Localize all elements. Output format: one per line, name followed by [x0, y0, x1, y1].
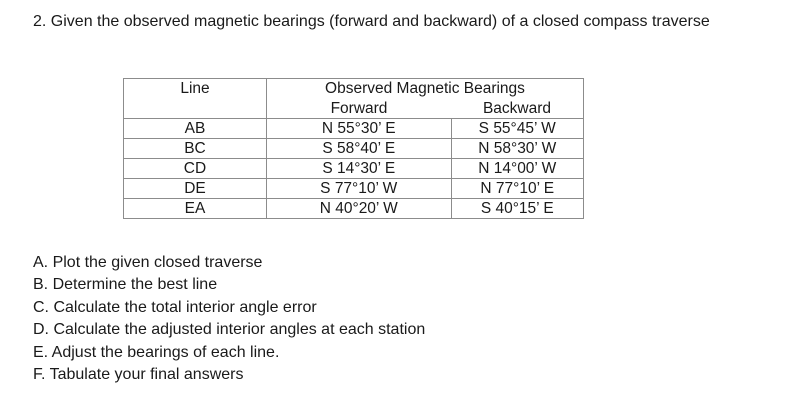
- cell-line: AB: [124, 119, 267, 139]
- cell-line: EA: [124, 199, 267, 219]
- cell-forward: S 77°10’ W: [267, 179, 452, 199]
- cell-forward: N 40°20’ W: [267, 199, 452, 219]
- task-list: [33, 252, 425, 386]
- cell-line: CD: [124, 159, 267, 179]
- table-row: [124, 199, 584, 219]
- cell-line: DE: [124, 179, 267, 199]
- header-observed-bearings: Observed Magnetic Bearings: [267, 79, 584, 100]
- bearings-table: [123, 78, 584, 219]
- question-text: 2. Given the observed magnetic bearings (forward and backward) of a closed compass traverse: [33, 13, 710, 30]
- table-row: [124, 139, 584, 159]
- cell-backward: N 77°10’ E: [451, 179, 584, 199]
- cell-backward: S 40°15’ E: [451, 199, 584, 219]
- table-row: [124, 119, 584, 139]
- cell-backward: N 58°30’ W: [451, 139, 584, 159]
- cell-backward: N 14°00’ W: [451, 159, 584, 179]
- cell-line: BC: [124, 139, 267, 159]
- header-line: Line: [124, 79, 267, 119]
- header-backward: Backward: [451, 99, 584, 119]
- cell-forward: S 14°30’ E: [267, 159, 452, 179]
- task-item: E. Adjust the bearings of each line.: [33, 343, 280, 361]
- table-row: [124, 159, 584, 179]
- cell-backward: S 55°45’ W: [451, 119, 584, 139]
- task-item: B. Determine the best line: [33, 276, 218, 294]
- task-item: D. Calculate the adjusted interior angles at each station: [33, 321, 426, 339]
- cell-forward: S 58°40’ E: [267, 139, 452, 159]
- task-item: F. Tabulate your final answers: [33, 366, 244, 384]
- table-header-row: [124, 79, 584, 100]
- task-item: C. Calculate the total interior angle error: [33, 298, 317, 316]
- task-item: A. Plot the given closed traverse: [33, 254, 263, 271]
- cell-forward: N 55°30’ E: [267, 119, 452, 139]
- table-row: [124, 179, 584, 199]
- header-forward: Forward: [267, 99, 452, 119]
